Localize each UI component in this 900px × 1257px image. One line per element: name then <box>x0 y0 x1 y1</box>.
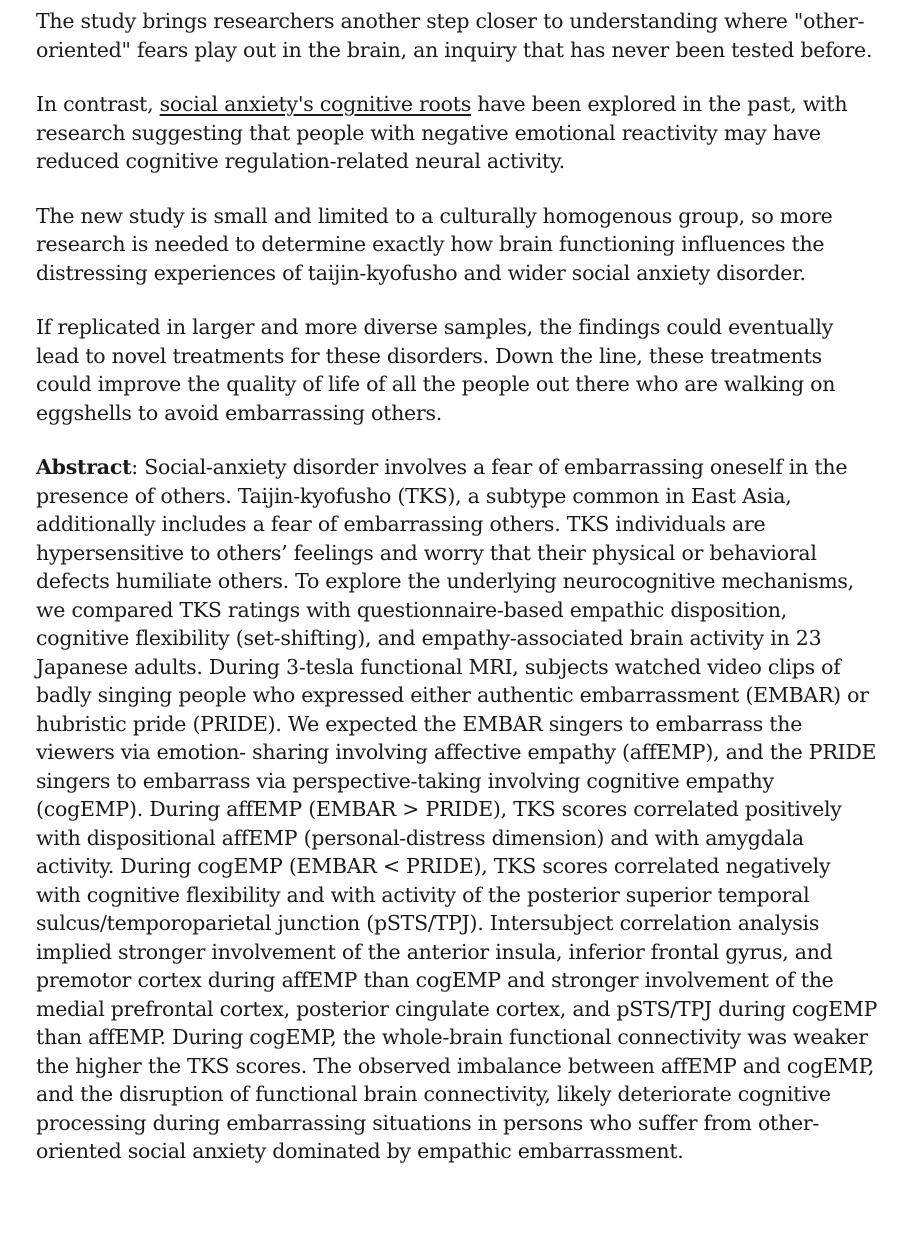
abstract-paragraph <box>36 453 878 1166</box>
paragraph-outlook: If replicated in larger and more diverse samples, the findings could eventually lead to novel treatments for these disorders. Down the line, these treatments could improve the quality of life of all the people out there who are walking on eggshells to avoid embarrassing others. <box>36 315 836 425</box>
abstract-text: : Social-anxiety disorder involves a fear of embarrassing oneself in the presence of others. Taijin-kyofusho (TKS), a subtype common in East Asia, additionally includes a fear of embarrassing others. TKS individuals are hypersensitive to others’ feelings and worry that their physical or behavioral defects humiliate others. To explore the underlying neurocognitive mechanisms, we compared TKS ratings with questionnaire-based empathic disposition, cognitive flexibility (set-shifting), and empathy-associated brain activity in 23 Japanese adults. During 3-tesla functional MRI, subjects watched video clips of badly singing people who expressed either authentic embarrassment (EMBAR) or hubristic pride (PRIDE). We expected the EMBAR singers to embarrass the viewers via emotion- sharing involving affective empathy (affEMP), and the PRIDE singers to embarrass via perspective-taking involving cognitive empathy (cogEMP). During affEMP (EMBAR > PRIDE), TKS scores correlated positively with dispositional affEMP (personal-distress dimension) and with amygdala activity. During cogEMP (EMBAR < PRIDE), TKS scores correlated negatively with cognitive flexibility and with activity of the posterior superior temporal sulcus/temporoparietal junction (pSTS/TPJ). Intersubject correlation analysis implied stronger involvement of the anterior insula, inferior frontal gyrus, and premotor cortex during affEMP than cogEMP and stronger involvement of the medial prefrontal cortex, posterior cingulate cortex, and pSTS/TPJ during cogEMP than affEMP. During cogEMP, the whole-brain functional connectivity was weaker the higher the TKS scores. The observed imbalance between affEMP and cogEMP, and the disruption of functional brain connectivity, likely deteriorate cognitive processing during embarrassing situations in persons who suffer from other-oriented social anxiety dominated by empathic embarrassment. <box>36 455 878 1163</box>
abstract-label: Abstract <box>36 455 132 479</box>
paragraph-limitations: The new study is small and limited to a culturally homogenous group, so more research is needed to determine exactly how brain functioning influences the distressing experiences of taijin-kyofusho and wider social anxiety disorder. <box>36 203 833 285</box>
paragraph-intro: The study brings researchers another step closer to understanding where "other-oriented" fears play out in the brain, an inquiry that has never been tested before. <box>36 9 873 62</box>
paragraph-contrast-lead: In contrast, <box>36 92 160 116</box>
paragraph-contrast <box>36 90 878 176</box>
paragraph-contrast-rest: have been explored in the past, with research suggesting that people with negative emotional reactivity may have reduced cognitive regulation-related neural activity. <box>36 92 848 173</box>
social-anxiety-roots-link[interactable]: social anxiety's cognitive roots <box>159 92 471 116</box>
